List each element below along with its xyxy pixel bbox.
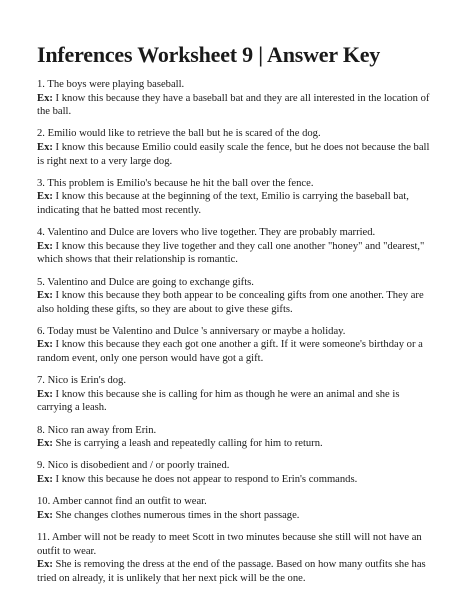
answer-statement: 4. Valentino and Dulce are lovers who live together. They are probably married. (37, 227, 376, 239)
ex-label: Ex: (37, 388, 53, 400)
answer-statement: 1. The boys were playing baseball. (37, 79, 185, 90)
answer-explanation (37, 289, 437, 316)
answer-explanation (37, 437, 437, 451)
worksheet-page (37, 42, 437, 594)
answer-item (37, 531, 437, 585)
explanation-text: I know this because they each got one another a gift. If it were someone's birthday or a random event, only one person would have got a gift. (37, 339, 423, 365)
answer-item (37, 226, 437, 267)
explanation-text: I know this because they have a baseball bat and they are all interested in the location of the ball. (37, 92, 430, 118)
ex-label: Ex: (37, 339, 53, 351)
answer-explanation (37, 190, 437, 217)
explanation-text: I know this because they live together and they call one another "honey" and "dearest," which shows that their relationship is romantic. (37, 240, 425, 266)
answer-explanation (37, 388, 437, 415)
answer-explanation (37, 338, 437, 365)
answer-statement: 10. Amber cannot find an outfit to wear. (37, 496, 207, 508)
answer-item (37, 374, 437, 415)
ex-label: Ex: (37, 92, 53, 104)
ex-label: Ex: (37, 559, 53, 571)
answer-statement: 3. This problem is Emilio's because he hit the ball over the fence. (37, 177, 314, 189)
answer-item (37, 495, 437, 522)
answer-statement: 5. Valentino and Dulce are going to exchange gifts. (37, 276, 254, 288)
page-title: Inferences Worksheet 9 | Answer Key (37, 42, 381, 67)
ex-label: Ex: (37, 509, 53, 521)
answer-item (37, 177, 437, 218)
explanation-text: I know this because they both appear to be concealing gifts from one another. They are also holding these gifts, so they are about to give these gifts. (37, 290, 424, 315)
explanation-text: I know this because he does not appear to respond to Erin's commands. (55, 474, 358, 485)
explanation-text: She is removing the dress at the end of the passage. Based on how many outfits she has tried on already, it is unlikely that her next pick will be the one. (37, 559, 426, 584)
answer-statement: 9. Nico is disobedient and / or poorly trained. (37, 460, 230, 472)
answer-explanation (37, 473, 437, 487)
answer-statement: 8. Nico ran away from Erin. (37, 424, 157, 436)
answer-explanation (37, 558, 437, 585)
answer-item (37, 325, 437, 366)
ex-label: Ex: (37, 290, 53, 302)
answer-explanation (37, 92, 437, 119)
answer-statement: 11. Amber will not be ready to meet Scott in two minutes because she still will not have an outfit to wear. (37, 531, 422, 557)
ex-label: Ex: (37, 438, 53, 450)
answer-item (37, 78, 437, 119)
ex-label: Ex: (37, 240, 53, 252)
explanation-text: I know this because Emilio could easily scale the fence, but he does not because the ball is right next to a very large dog. (37, 141, 430, 167)
answer-statement: 7. Nico is Erin's dog. (37, 375, 127, 387)
explanation-text: She is carrying a leash and repeatedly calling for him to return. (55, 438, 323, 450)
answer-statement: 6. Today must be Valentino and Dulce 's anniversary or maybe a holiday. (37, 325, 346, 337)
answer-explanation (37, 240, 437, 267)
answer-item (37, 459, 437, 486)
answer-statement: 2. Emilio would like to retrieve the ball but he is scared of the dog. (37, 128, 321, 140)
answer-explanation (37, 141, 437, 168)
explanation-text: I know this because at the beginning of the text, Emilio is carrying the baseball bat, indicating that he batted most recently. (37, 191, 409, 216)
ex-label: Ex: (37, 474, 53, 485)
explanation-text: I know this because she is calling for him as though he were an animal and she is carrying a leash. (37, 388, 400, 414)
ex-label: Ex: (37, 191, 53, 203)
explanation-text: She changes clothes numerous times in the short passage. (55, 509, 300, 521)
answer-item (37, 127, 437, 168)
answer-explanation (37, 509, 437, 523)
answer-item (37, 276, 437, 317)
answer-list (37, 78, 437, 585)
ex-label: Ex: (37, 141, 53, 153)
answer-item (37, 424, 437, 451)
